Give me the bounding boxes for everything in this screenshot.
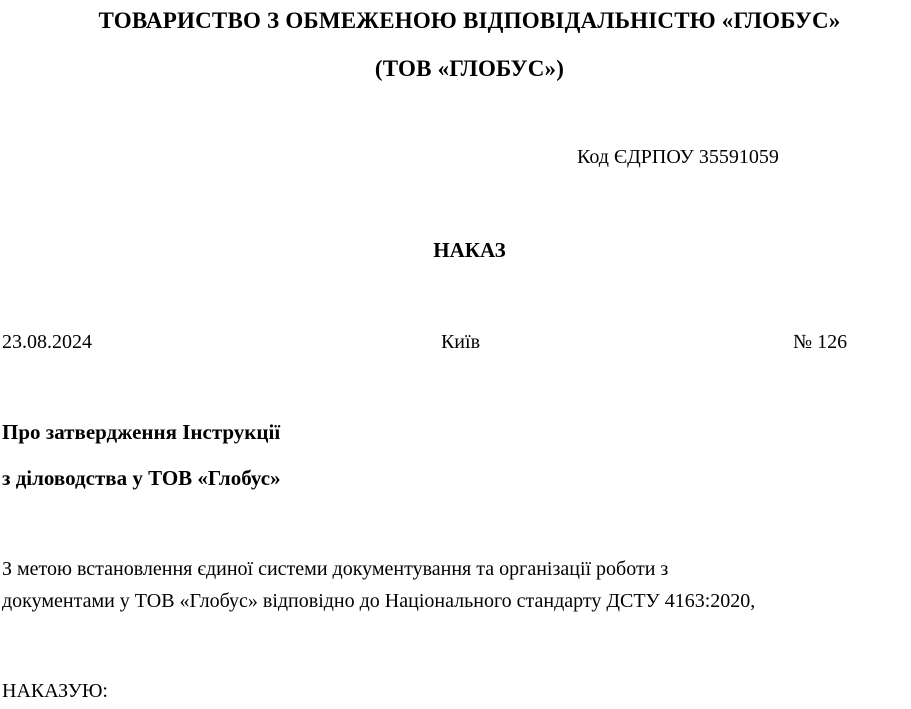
- date-place-number-row: [0, 331, 911, 357]
- document-number: № 126: [793, 331, 848, 353]
- edrpou-code: Код ЄДРПОУ 35591059: [577, 146, 779, 168]
- body-paragraph-line-2: документами у ТОВ «Глобус» відповідно до Національного стандарту ДСТУ 4163:2020,: [2, 590, 756, 612]
- subject-line-1: Про затвердження Інструкції: [2, 420, 281, 444]
- document-type-heading: НАКАЗ: [433, 238, 506, 262]
- company-name-short: (ТОВ «ГЛОБУС»): [374, 56, 565, 81]
- resolution-word: НАКАЗУЮ:: [2, 680, 108, 702]
- document-date: 23.08.2024: [2, 331, 92, 353]
- company-name-full: ТОВАРИСТВО З ОБМЕЖЕНОЮ ВІДПОВІДАЛЬНІСТЮ «ГЛОБУС»: [98, 8, 841, 33]
- document-place: Київ: [440, 331, 481, 353]
- subject-line-2: з діловодства у ТОВ «Глобус»: [2, 466, 281, 490]
- body-paragraph-line-1: З метою встановлення єдиної системи документування та організації роботи з: [2, 558, 669, 580]
